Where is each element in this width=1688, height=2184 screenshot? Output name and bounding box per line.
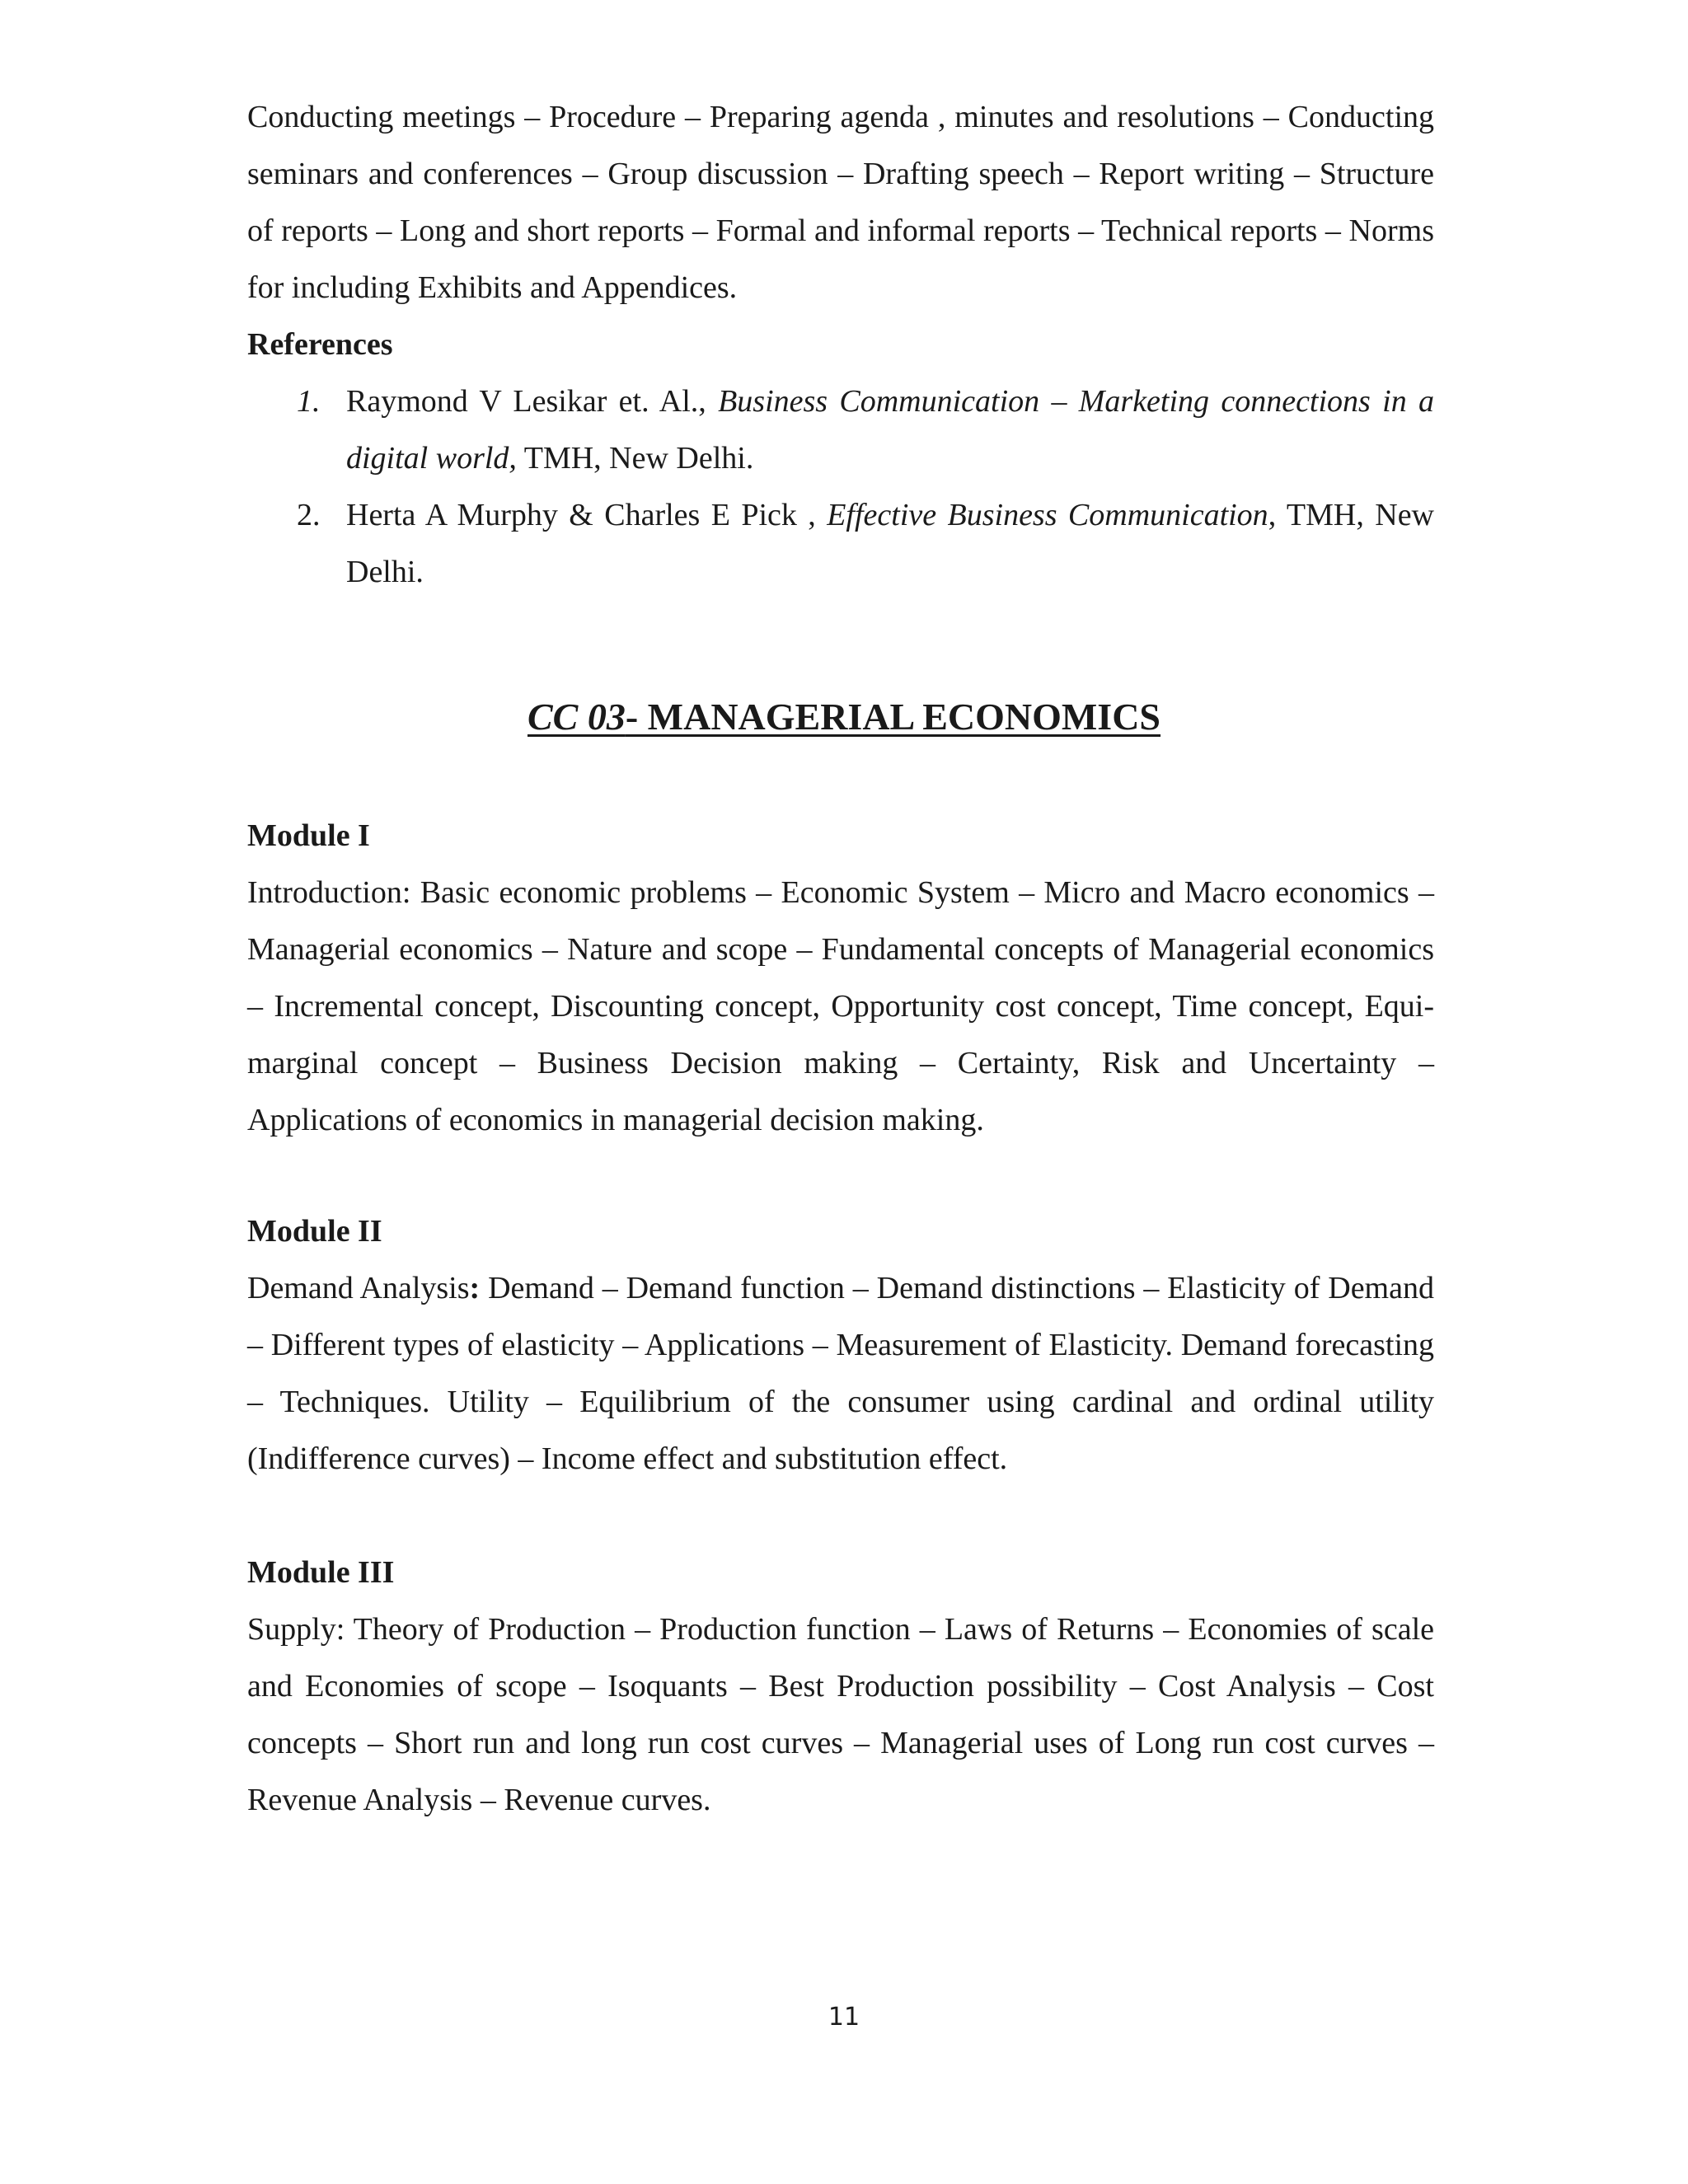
intro-section [247, 89, 1434, 316]
reference-publisher: , TMH, New Delhi. [346, 498, 1434, 589]
module-lead: Introduction: [247, 875, 411, 910]
reference-number: 2. [297, 498, 321, 532]
module-text: Theory of Production – Production function – Laws of Returns – Economies of scale and Economies of scope – Isoquants – Best Production possibility – Cost Analysis – Cost concepts – Short run and long run cost curves – Managerial uses of Long run cost curves – Revenue Analysis – Revenue curves. [247, 1612, 1434, 1817]
module-lead-colon: : [469, 1271, 481, 1305]
module-text: Demand – Demand function – Demand distinctions – Elasticity of Demand – Different types of elasticity – Applications – Measurement of Elasticity. Demand forecasting – Techniques. Utility – Equilibrium of the consumer using cardinal and ordinal utility (Indifference curves) – Income effect and substitution effect. [247, 1271, 1434, 1476]
reference-item [247, 373, 1434, 487]
module-lead: Demand Analysis [247, 1271, 470, 1305]
reference-author: Raymond V Lesikar et. Al., [346, 384, 719, 419]
course-title [0, 692, 1688, 742]
module-body [247, 865, 1434, 1149]
reference-number: 1. [297, 384, 321, 419]
module-body [247, 1601, 1434, 1829]
page-number: 11 [828, 2003, 860, 2032]
course-title-text [528, 696, 1160, 738]
references-section [247, 316, 1434, 601]
reference-item [247, 487, 1434, 601]
references-heading: References [247, 327, 393, 362]
module-heading: Module III [247, 1555, 395, 1590]
module-body [247, 1260, 1434, 1488]
module-1-section [247, 808, 1434, 1149]
module-text: Basic economic problems – Economic System – Micro and Macro economics – Managerial economics – Nature and scope – Fundamental concepts of Managerial economics – Incremental concept, Discounting concept, Opportunity cost concept, Time concept, Equi-marginal concept – Business Decision making – Certainty, Risk and Uncertainty – Applications of economics in managerial decision making. [247, 875, 1434, 1137]
reference-title: Effective Business Communication [827, 498, 1268, 532]
reference-publisher: TMH, New Delhi. [516, 441, 754, 476]
intro-paragraph: Conducting meetings – Procedure – Preparing agenda , minutes and resolutions – Conducting seminars and conferences – Group discussion – Drafting speech – Report writing – Structure of reports – Long and short reports – Formal and informal reports – Technical reports – Norms for including Exhibits and Appendices. [247, 100, 1434, 305]
course-name: - MANAGERIAL ECONOMICS [625, 696, 1161, 738]
module-heading: Module I [247, 818, 370, 853]
references-list [247, 373, 1434, 601]
module-heading: Module II [247, 1214, 382, 1249]
module-3-section [247, 1544, 1434, 1829]
module-lead: Supply: [247, 1612, 345, 1647]
course-code: CC 03 [527, 696, 626, 738]
module-2-section [247, 1203, 1434, 1488]
reference-author: Herta A Murphy & Charles E Pick , [346, 498, 828, 532]
reference-title: Business Communication – Marketing connections in a digital world, [346, 384, 1434, 476]
